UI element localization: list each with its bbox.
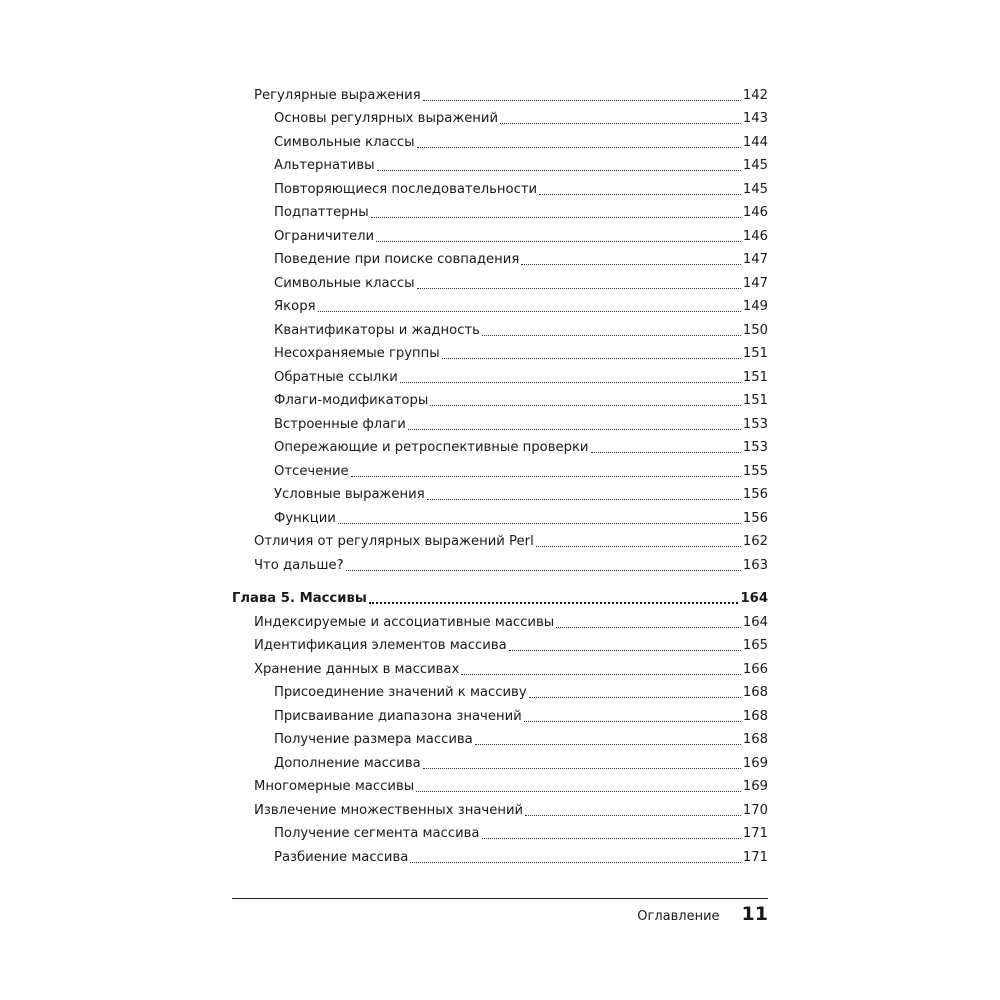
toc-entry <box>232 550 768 574</box>
toc-entry <box>232 748 768 772</box>
toc-entry-title: Извлечение множественных значений <box>254 802 524 818</box>
toc-entry <box>232 631 768 655</box>
table-of-contents <box>232 80 768 866</box>
toc-entry <box>232 245 768 269</box>
toc-entry-title: Символьные классы <box>274 275 415 291</box>
dot-leader <box>482 335 741 336</box>
toc-entry <box>232 819 768 843</box>
toc-entry <box>232 527 768 551</box>
toc-entry-page: 156 <box>742 487 768 502</box>
toc-entry-title: Многомерные массивы <box>254 779 415 794</box>
toc-entry <box>232 772 768 796</box>
toc-entry <box>232 315 768 339</box>
toc-entry-page: 164 <box>742 614 768 630</box>
footer-page-number: 11 <box>741 903 768 925</box>
toc-entry-title: Флаги-модификаторы <box>274 393 429 408</box>
toc-entry-title: Получение размера массива <box>274 732 473 747</box>
toc-entry-title: Квантификаторы и жадность <box>274 322 480 338</box>
dot-leader <box>376 241 741 242</box>
dot-leader <box>338 523 741 524</box>
toc-entry-page: 168 <box>742 685 768 700</box>
dot-leader <box>500 123 741 124</box>
toc-entry <box>232 127 768 151</box>
dot-leader <box>509 650 741 651</box>
page-footer <box>232 903 768 925</box>
toc-entry-title: Присоединение значений к массиву <box>274 685 527 700</box>
toc-entry <box>232 678 768 702</box>
toc-entry <box>232 198 768 222</box>
toc-entry <box>232 607 768 631</box>
toc-entry-title: Обратные ссылки <box>274 369 398 385</box>
toc-entry-title: Несохраняемые группы <box>274 346 440 361</box>
toc-entry-page: 143 <box>742 111 768 126</box>
toc-entry-title: Альтернативы <box>274 158 375 173</box>
toc-entry-title: Условные выражения <box>274 487 425 502</box>
dot-leader <box>591 452 741 453</box>
toc-entry-page: 166 <box>742 661 768 677</box>
dot-leader <box>417 288 741 289</box>
toc-entry <box>232 268 768 292</box>
toc-entry <box>232 151 768 175</box>
toc-entry <box>232 80 768 104</box>
toc-entry-page: 145 <box>742 181 768 197</box>
toc-entry-title: Якоря <box>274 299 316 314</box>
dot-leader <box>475 744 741 745</box>
dot-leader <box>408 429 741 430</box>
toc-entry-title: Разбиение массива <box>274 849 409 865</box>
dot-leader <box>351 476 741 477</box>
toc-entry-title: Встроенные флаги <box>274 416 406 432</box>
dot-leader <box>536 546 741 547</box>
toc-entry-page: 151 <box>742 393 768 408</box>
toc-entry-page: 151 <box>742 346 768 361</box>
toc-entry-page: 170 <box>742 802 768 818</box>
toc-entry-title: Опережающие и ретроспективные проверки <box>274 440 589 455</box>
dot-leader <box>410 862 741 863</box>
dot-leader <box>346 570 741 571</box>
toc-entry <box>232 339 768 363</box>
toc-entry-title: Отличия от регулярных выражений Perl <box>254 534 534 549</box>
toc-entry-page: 153 <box>742 440 768 455</box>
toc-entry-page: 153 <box>742 416 768 432</box>
toc-entry-page: 168 <box>742 708 768 724</box>
toc-entry-page: 164 <box>740 591 768 606</box>
toc-entry-page: 168 <box>742 732 768 747</box>
toc-entry-title: Глава 5. Массивы <box>232 591 367 606</box>
toc-entry <box>232 503 768 527</box>
toc-entry-page: 171 <box>742 849 768 865</box>
dot-leader <box>430 405 741 406</box>
toc-entry <box>232 386 768 410</box>
toc-entry-page: 169 <box>742 779 768 794</box>
dot-leader <box>423 768 741 769</box>
dot-leader <box>442 358 741 359</box>
toc-entry-title: Символьные классы <box>274 134 415 150</box>
toc-entry-title: Ограничители <box>274 228 375 244</box>
toc-entry <box>232 725 768 749</box>
dot-leader <box>423 100 741 101</box>
toc-entry-title: Поведение при поиске совпадения <box>274 252 520 267</box>
dot-leader <box>525 815 741 816</box>
toc-entry-page: 142 <box>742 87 768 103</box>
toc-entry-title: Получение сегмента массива <box>274 826 480 841</box>
toc-entry <box>232 362 768 386</box>
toc-entry-page: 149 <box>742 299 768 314</box>
dot-leader <box>427 499 741 500</box>
toc-entry-page: 156 <box>742 510 768 526</box>
toc-entry-title: Дополнение массива <box>274 755 421 771</box>
toc-entry-title: Что дальше? <box>254 557 344 573</box>
toc-entry <box>232 456 768 480</box>
dot-leader <box>521 264 741 265</box>
toc-entry-title: Отсечение <box>274 463 349 479</box>
dot-leader <box>556 627 741 628</box>
toc-entry-page: 162 <box>742 534 768 549</box>
toc-entry-page: 147 <box>742 252 768 267</box>
toc-entry <box>232 174 768 198</box>
toc-entry <box>232 104 768 128</box>
toc-entry-title: Повторяющиеся последовательности <box>274 181 538 197</box>
toc-entry-page: 155 <box>742 463 768 479</box>
dot-leader <box>371 217 741 218</box>
toc-entry <box>232 701 768 725</box>
toc-entry <box>232 221 768 245</box>
dot-leader <box>416 791 741 792</box>
toc-chapter-entry <box>232 584 768 608</box>
toc-entry <box>232 409 768 433</box>
toc-entry-title: Регулярные выражения <box>254 87 421 103</box>
toc-entry-page: 146 <box>742 228 768 244</box>
dot-leader <box>377 170 741 171</box>
dot-leader <box>400 382 741 383</box>
dot-leader <box>417 147 741 148</box>
toc-entry-page: 145 <box>742 158 768 173</box>
dot-leader <box>318 311 741 312</box>
toc-entry-title: Основы регулярных выражений <box>274 111 499 126</box>
toc-entry-title: Хранение данных в массивах <box>254 661 460 677</box>
toc-entry-title: Подпаттерны <box>274 205 369 220</box>
toc-entry <box>232 842 768 866</box>
dot-leader <box>529 697 741 698</box>
footer-section-title: Оглавление <box>637 909 720 924</box>
toc-entry-page: 147 <box>742 275 768 291</box>
dot-leader <box>524 721 741 722</box>
toc-entry-page: 169 <box>742 755 768 771</box>
toc-entry-title: Функции <box>274 510 336 526</box>
toc-entry <box>232 654 768 678</box>
dot-leader <box>369 602 739 604</box>
toc-entry <box>232 795 768 819</box>
toc-entry-page: 150 <box>742 322 768 338</box>
toc-entry-title: Присваивание диапазона значений <box>274 708 522 724</box>
toc-entry-title: Индексируемые и ассоциативные массивы <box>254 614 555 630</box>
toc-entry <box>232 292 768 316</box>
dot-leader <box>539 194 741 195</box>
toc-entry-page: 146 <box>742 205 768 220</box>
toc-entry <box>232 433 768 457</box>
toc-entry <box>232 480 768 504</box>
dot-leader <box>461 674 741 675</box>
toc-entry-page: 163 <box>742 557 768 573</box>
toc-entry-page: 144 <box>742 134 768 150</box>
toc-entry-page: 165 <box>742 638 768 653</box>
footer-divider <box>232 898 768 899</box>
toc-entry-page: 151 <box>742 369 768 385</box>
toc-entry-page: 171 <box>742 826 768 841</box>
toc-entry-title: Идентификация элементов массива <box>254 638 507 653</box>
dot-leader <box>482 838 741 839</box>
